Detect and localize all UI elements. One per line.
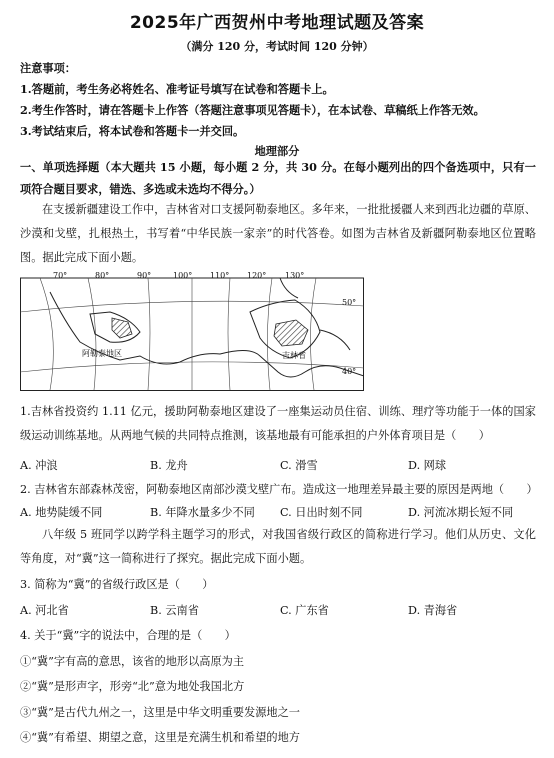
lon-label: 100°	[173, 272, 193, 280]
option-c[interactable]: C. 滑雪	[280, 459, 318, 472]
option-a[interactable]: A. 地势陡缓不同	[20, 506, 103, 519]
question-3-options	[20, 602, 540, 618]
lon-label: 130°	[285, 272, 305, 280]
lat-label: 50°	[342, 298, 357, 307]
statement-3: ③“冀”是古代九州之一，这里是中华文明重要发源地之一	[20, 706, 300, 719]
section-instruction: 一、单项选择题（本大题共 15 小题，每小题 2 分，共 30 分。在每小题列出的四个备选项中，只有一项符合题目要求，错选、多选或未选均不得分。）	[20, 160, 536, 196]
jilin-province-shape	[274, 320, 308, 346]
option-b[interactable]: B. 年降水量多少不同	[150, 506, 255, 519]
question-1-stem: 1.吉林省投资约 1.11 亿元，援助阿勒泰地区建设了一座集运动员住宿、训练、理疗等功能于一体的国家级运动训练基地。从两地气候的共同特点推测，该基地最有可能承担的户外体育项目是（ ）	[20, 405, 536, 442]
option-d[interactable]: D. 青海省	[408, 604, 458, 617]
lon-label: 80°	[95, 272, 110, 280]
question-4-stem: 4. 关于“冀”字的说法中，合理的是（ ）	[20, 629, 236, 642]
option-c[interactable]: C. 日出时刻不同	[280, 506, 363, 519]
page-title: 2025年广西贺州中考地理试题及答案	[129, 13, 425, 33]
option-b[interactable]: B. 龙舟	[150, 459, 188, 472]
lon-label: 110°	[210, 272, 230, 280]
question-2-options	[20, 504, 540, 520]
question-1-options	[20, 457, 540, 473]
question-3-stem: 3. 简称为“冀”的省级行政区是（ ）	[20, 578, 214, 591]
option-d[interactable]: D. 河流冰期长短不同	[408, 506, 514, 519]
note-item-2: 2.考生作答时，请在答题卡上作答（答题注意事项见答题卡），在本试卷、草稿纸上作答无效。	[20, 103, 485, 117]
option-b[interactable]: B. 云南省	[150, 604, 199, 617]
passage-1: 在支援新疆建设工作中，吉林省对口支援阿勒泰地区。多年来，一批批援疆人来到西北边疆的草原、沙漠和戈壁，扎根热土，书写着“中华民族一家亲”的时代答卷。如图为吉林省及新疆阿勒泰地区位置略图。据此完成下面小题。	[20, 203, 536, 264]
note-item-1: 1.答题前，考生务必将姓名、准考证号填写在试卷和答题卡上。	[20, 82, 334, 96]
lat-label: 40°	[342, 367, 357, 376]
region-label-altay: 阿勒泰地区	[82, 349, 122, 358]
lon-label: 90°	[137, 272, 152, 280]
notes-heading: 注意事项：	[20, 61, 76, 75]
page-subtitle: （满分 120 分，考试时间 120 分钟）	[180, 40, 374, 53]
region-label-jilin: 吉林省	[282, 351, 306, 360]
option-c[interactable]: C. 广东省	[280, 604, 329, 617]
statement-1: ①“冀”字有高的意思，该省的地形以高原为主	[20, 655, 245, 668]
statement-2: ②“冀”是形声字，形旁“北”意为地处我国北方	[20, 680, 245, 693]
passage-2: 八年级 5 班同学以跨学科主题学习的形式，对我国省级行政区的简称进行学习。他们从历史、文化等角度，对“冀”这一简称进行了探究。据此完成下面小题。	[20, 528, 536, 565]
location-map	[20, 272, 364, 391]
lon-label: 120°	[247, 272, 267, 280]
section-title: 地理部分	[254, 144, 300, 158]
lon-label: 70°	[53, 272, 68, 280]
note-item-3: 3.考试结束后，将本试卷和答题卡一并交回。	[20, 124, 245, 138]
question-2-stem: 2. 吉林省东部森林茂密，阿勒泰地区南部沙漠戈壁广布。造成这一地理差异最主要的原因是两地（ ）	[20, 483, 538, 496]
statement-4: ④“冀”有希望、期望之意，这里是充满生机和希望的地方	[20, 731, 300, 744]
option-d[interactable]: D. 网球	[408, 459, 447, 472]
option-a[interactable]: A. 冲浪	[20, 459, 58, 472]
option-a[interactable]: A. 河北省	[20, 604, 69, 617]
